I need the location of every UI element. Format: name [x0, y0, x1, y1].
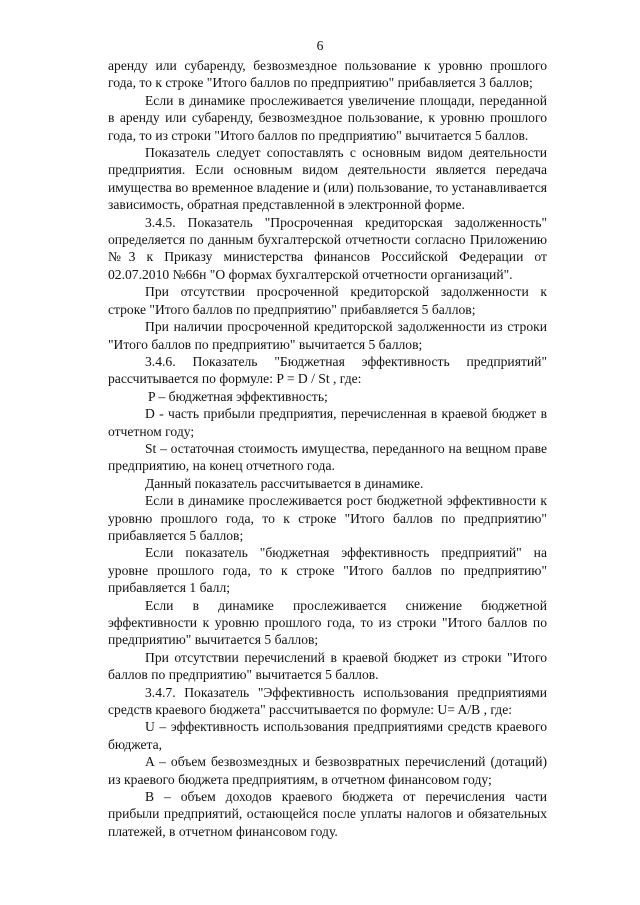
page-number: 6: [316, 38, 324, 53]
document-body: [108, 57, 547, 840]
paragraph: Если в динамике прослеживается снижение бюджетной эффективности к уровню прошлого года, то из строки "Итого баллов по предприятию" вычитается 5 баллов;: [108, 597, 547, 648]
paragraph: Если в динамике прослеживается рост бюджетной эффективности к уровню прошлого года, то к строке "Итого баллов по предприятию" прибавляется 5 баллов;: [108, 493, 547, 543]
paragraph: D - часть прибыли предприятия, перечисленная в краевой бюджет в отчетном году;: [108, 406, 547, 439]
paragraph: При наличии просроченной кредиторской задолженности из строки "Итого баллов по предприятию" вычитается 5 баллов;: [108, 319, 547, 352]
paragraph: B – объем доходов краевого бюджета от перечисления части прибыли предприятий, остающейся после уплаты налогов и обязательных платежей, в отчетном финансовом году.: [108, 789, 547, 839]
paragraph: При отсутствии перечислений в краевой бюджет из строки "Итого баллов по предприятию" вычитается 5 баллов.: [108, 649, 547, 683]
paragraph: A – объем безвозмездных и безвозвратных перечислений (дотаций) из краевого бюджета предприятиям, в отчетном финансовом году;: [108, 754, 547, 787]
paragraph: При отсутствии просроченной кредиторской задолженности к строке "Итого баллов по предприятию" прибавляется 5 баллов;: [108, 284, 547, 317]
paragraph: Данный показатель рассчитывается в динамике.: [145, 475, 424, 491]
paragraph: Показатель следует сопоставлять с основным видом деятельности предприятия. Если основным видом деятельности является передача имущества во временное владение и (или) пользование, то устанавливается зависимость, обратная представленной в электронной форме.: [108, 145, 547, 213]
paragraph: St – остаточная стоимость имущества, переданного на вещном праве предприятию, на конец отчетного года.: [108, 440, 547, 474]
paragraph: 3.4.5. Показатель "Просроченная кредиторская задолженность" определяется по данным бухгалтерской отчетности согласно Приложению №3 к Приказу министерства финансов Российской Федерации от 02.07.2010 №66н "О формах бухгалтерской отчетности организаций".: [108, 214, 547, 282]
paragraph: Если в динамике прослеживается увеличение площади, переданной в аренду или субаренду, безвозмездное пользование, к уровню прошлого года, то из строки "Итого баллов по предприятию" вычитается 5 баллов.: [108, 92, 547, 143]
paragraph: аренду или субаренду, безвозмездное пользование к уровню прошлого года, то к строке "Итого баллов по предприятию" прибавляется 3 баллов;: [108, 58, 547, 91]
paragraph: 3.4.7. Показатель "Эффективность использования предприятиями средств краевого бюджета" рассчитывается по формуле: U= A/B , где:: [108, 684, 547, 718]
paragraph: P – бюджетная эффективность;: [148, 388, 328, 404]
paragraph: 3.4.6. Показатель "Бюджетная эффективность предприятий" рассчитывается по формуле: P = D / St , где:: [108, 353, 547, 387]
paragraph: U – эффективность использования предприятиями средств краевого бюджета,: [108, 719, 547, 752]
paragraph: Если показатель "бюджетная эффективность предприятий" на уровне прошлого года, то к строке "Итого баллов по предприятию" прибавляется 1 балл;: [108, 545, 547, 596]
